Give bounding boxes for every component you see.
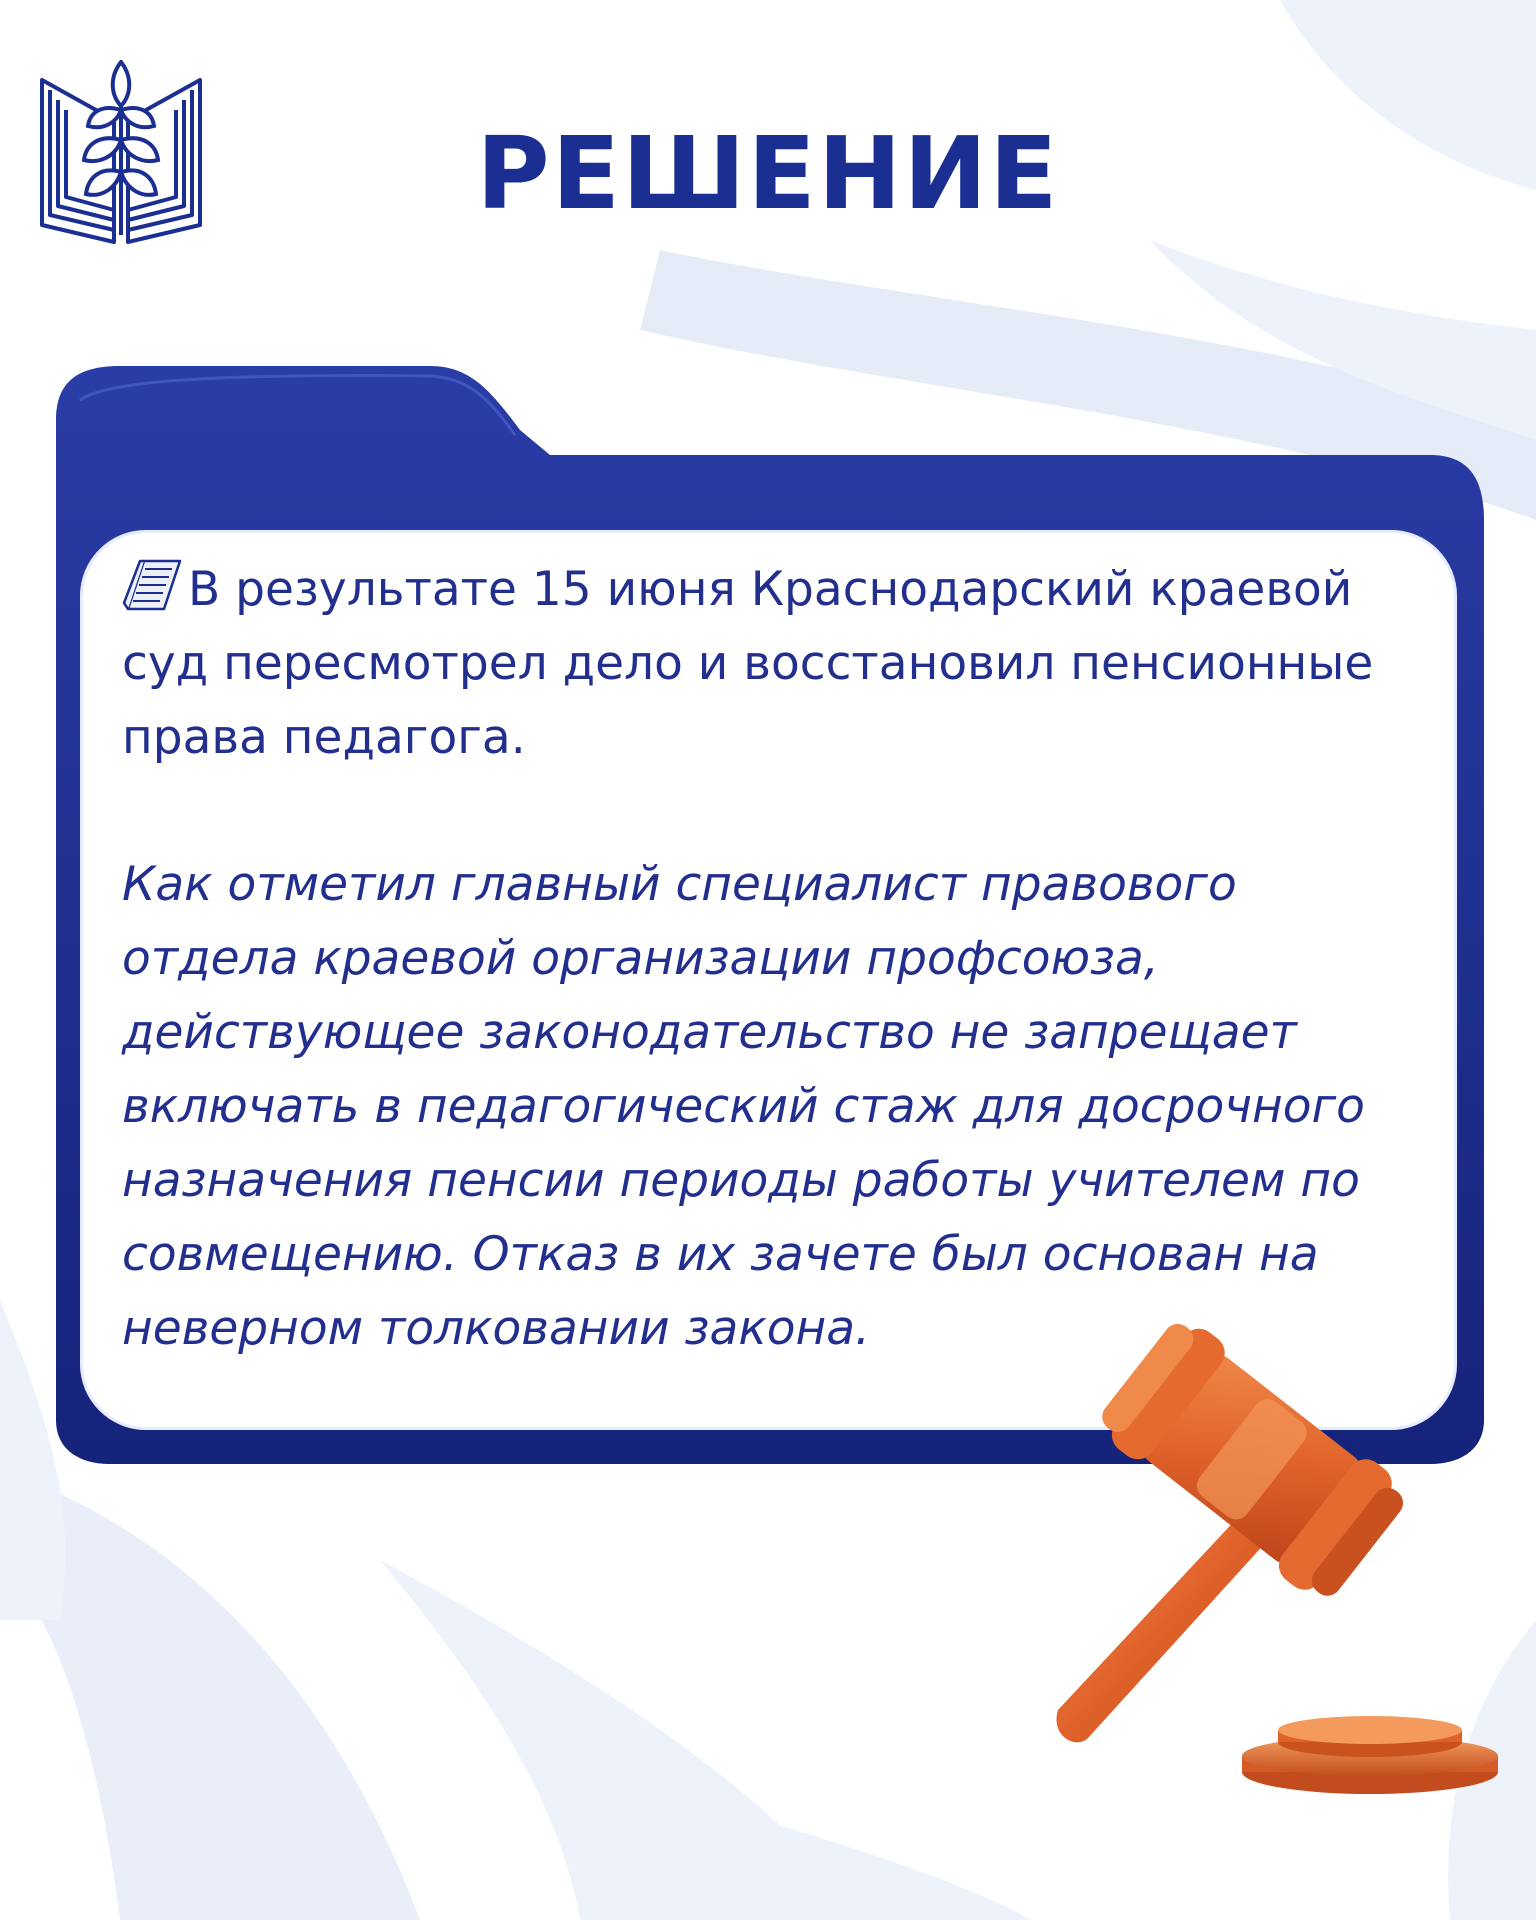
document-memo-icon <box>122 559 184 611</box>
page-title: РЕШЕНИЕ <box>476 115 1060 232</box>
decision-text: В результате 15 июня Краснодарский краевой суд пересмотрел дело и восстановил пенсионные права педагога. <box>122 562 1374 765</box>
decision-paragraph <box>122 553 1422 775</box>
specialist-comment-text: Как отметил главный специалист правового отдела краевой организации профсоюза, действующее законодательство не запрещает включать в педагогический стаж для досрочного назначения пенсии периоды работы учителем по совмещению. Отказ в их зачете был основан на неверном толковании закона. <box>122 857 1365 1356</box>
judge-gavel-icon <box>1040 1290 1510 1800</box>
